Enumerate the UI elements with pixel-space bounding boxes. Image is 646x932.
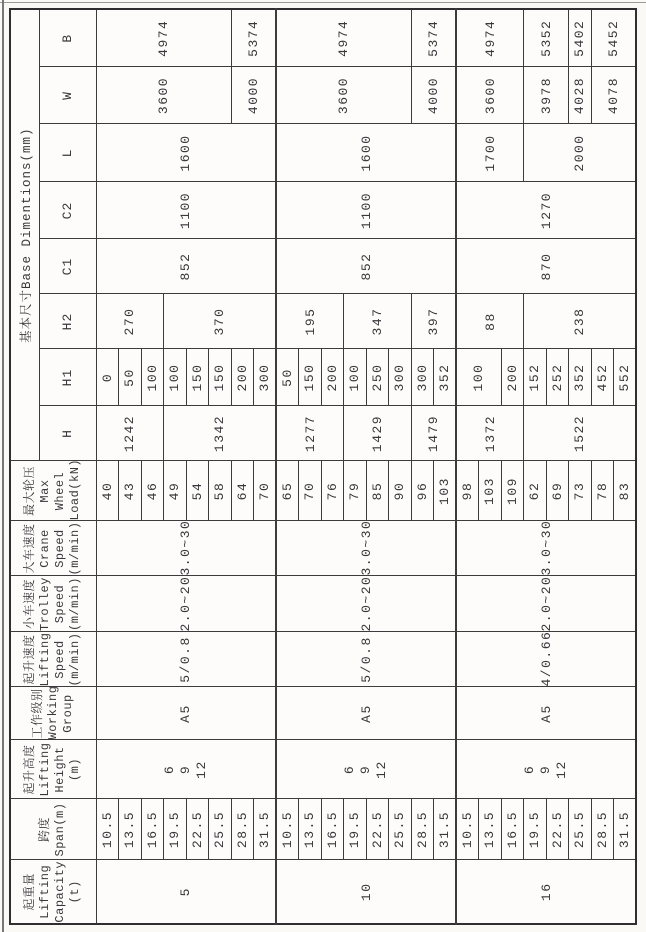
col-header-line: (m) [68, 757, 83, 782]
cell-work_group: A5 [96, 687, 276, 740]
cell-stack-line: 9 [538, 764, 553, 775]
cell-span: 25.5 [389, 799, 412, 860]
base-dimensions-header: 基本尺寸Base Dimentions(mm) [10, 9, 39, 461]
dim-col-header-C2: C2 [39, 182, 96, 239]
col-header-height [10, 740, 96, 799]
col-header-line: Trolley [38, 577, 53, 631]
cell-work_group: A5 [276, 687, 456, 740]
col-header-line: (t) [68, 880, 83, 904]
cell-H1: 252 [546, 349, 569, 406]
cell-H1: 100 [344, 349, 367, 406]
cell-H1: 352 [434, 349, 457, 406]
cell-max_wheel_load: 90 [389, 461, 412, 521]
cell-W: 3600 [276, 67, 411, 124]
col-header-line: 大车速度 [23, 523, 38, 574]
cell-H2: 270 [96, 294, 164, 349]
cell-H1: 100 [456, 349, 501, 406]
cell-capacity: 16 [456, 860, 636, 924]
col-header-line: Working [45, 685, 60, 740]
cell-H2: 88 [456, 294, 524, 349]
cell-L: 1700 [456, 124, 524, 182]
cell-max_wheel_load: 49 [164, 461, 187, 521]
cell-C2: 1100 [276, 182, 456, 239]
dim-col-header-C1: C1 [39, 239, 96, 294]
col-header-max_wheel_load [10, 458, 96, 521]
cell-max_wheel_load: 73 [569, 461, 592, 521]
col-header-lifting_speed [10, 632, 96, 687]
cell-H1: 300 [389, 349, 412, 406]
cell-span: 22.5 [186, 799, 209, 860]
page-edge-left-line [2, 0, 4, 932]
col-header-line: 起升高度 [23, 744, 38, 795]
cell-H1: 100 [141, 349, 164, 406]
cell-max_wheel_load: 103 [479, 461, 502, 521]
cell-B: 5352 [524, 9, 569, 67]
col-header-line: 起升速度 [23, 634, 38, 685]
cell-H1: 452 [591, 349, 614, 406]
cell-max_wheel_load: 69 [546, 461, 569, 521]
col-header-work_group [10, 687, 96, 740]
cell-H: 1479 [411, 406, 456, 461]
cell-H2: 370 [164, 294, 277, 349]
cell-span: 10.5 [96, 799, 119, 860]
cell-H1: 150 [186, 349, 209, 406]
cell-W: 3600 [96, 67, 231, 124]
cell-height [456, 740, 636, 799]
cell-span: 10.5 [456, 799, 479, 860]
col-header-line: 跨度 [38, 817, 53, 843]
col-header-line: Height [53, 746, 68, 793]
cell-max_wheel_load: 98 [456, 461, 479, 521]
col-header-line: Crane [38, 529, 53, 568]
cell-C1: 852 [96, 239, 276, 294]
cell-span: 25.5 [209, 799, 232, 860]
cell-C2: 1270 [456, 182, 636, 239]
cell-H1: 150 [209, 349, 232, 406]
cell-span: 22.5 [366, 799, 389, 860]
col-header-line: Speed [53, 584, 68, 624]
cell-max_wheel_load: 83 [614, 461, 637, 521]
cell-H1: 150 [299, 349, 322, 406]
cell-stack-line: 12 [554, 760, 569, 779]
cell-trolley_speed: 2.0~20 [456, 576, 636, 632]
cell-crane_speed: 3.0~30 [276, 521, 456, 576]
cell-max_wheel_load: 46 [141, 461, 164, 521]
cell-L: 2000 [524, 124, 637, 182]
cell-max_wheel_load: 70 [299, 461, 322, 521]
cell-B: 5452 [591, 9, 636, 67]
cell-max_wheel_load: 76 [321, 461, 344, 521]
cell-H2: 347 [344, 294, 412, 349]
cell-B: 5374 [411, 9, 456, 67]
table-row [96, 9, 119, 924]
cell-capacity: 10 [276, 860, 456, 924]
cell-lifting_speed: 5/0.8 [276, 632, 456, 687]
cell-span: 16.5 [141, 799, 164, 860]
cell-span: 19.5 [164, 799, 187, 860]
cell-H: 1342 [164, 406, 277, 461]
cell-H1: 0 [96, 349, 119, 406]
dim-col-header-H: H [39, 406, 96, 461]
cell-H1: 250 [366, 349, 389, 406]
cell-max_wheel_load: 109 [501, 461, 524, 521]
cell-B: 5402 [569, 9, 592, 67]
cell-trolley_speed: 2.0~20 [96, 576, 276, 632]
cell-crane_speed: 3.0~30 [456, 521, 636, 576]
cell-H: 1522 [524, 406, 637, 461]
dim-col-header-W: W [39, 67, 96, 124]
cell-lifting_speed: 5/0.8 [96, 632, 276, 687]
cell-span: 19.5 [344, 799, 367, 860]
cell-lifting_speed: 4/0.66 [456, 632, 636, 687]
cell-span: 31.5 [254, 799, 277, 860]
cell-H1: 200 [321, 349, 344, 406]
cell-span: 25.5 [569, 799, 592, 860]
crane-specification-table [9, 8, 637, 925]
col-header-line: (m/min) [68, 521, 83, 576]
cell-span: 22.5 [546, 799, 569, 860]
col-header-line: Lifting [38, 742, 53, 797]
cell-stack-line: 9 [358, 764, 373, 775]
cell-max_wheel_load: 70 [254, 461, 277, 521]
page-edge-top-line [0, 2, 646, 3]
col-header-line: 起重量 [23, 873, 38, 911]
cell-H2: 238 [524, 294, 637, 349]
col-header-line: Wheel [53, 471, 68, 511]
cell-B: 4974 [96, 9, 231, 67]
cell-span: 19.5 [524, 799, 547, 860]
cell-trolley_speed: 2.0~20 [276, 576, 456, 632]
dim-col-header-H2: H2 [39, 294, 96, 349]
cell-W: 4000 [411, 67, 456, 124]
cell-H1: 50 [276, 349, 299, 406]
col-header-crane_speed [10, 521, 96, 576]
cell-stack-line: 12 [193, 760, 209, 779]
cell-span: 13.5 [119, 799, 142, 860]
cell-C1: 852 [276, 239, 456, 294]
cell-H2: 397 [411, 294, 456, 349]
col-header-line: Speed [53, 640, 68, 679]
cell-work_group: A5 [456, 687, 636, 740]
cell-L: 1600 [96, 124, 276, 182]
cell-W: 3600 [456, 67, 524, 124]
cell-span: 28.5 [231, 799, 254, 860]
cell-max_wheel_load: 64 [231, 461, 254, 521]
cell-H1: 300 [411, 349, 434, 406]
cell-B: 5374 [231, 9, 276, 67]
cell-H1: 200 [501, 349, 524, 406]
col-header-capacity [10, 860, 96, 924]
cell-span: 16.5 [321, 799, 344, 860]
dim-col-header-L: L [39, 124, 96, 182]
rotated-table-container [9, 10, 635, 925]
cell-H1: 50 [119, 349, 142, 406]
cell-height [96, 740, 276, 799]
cell-span: 28.5 [411, 799, 434, 860]
cell-C2: 1100 [96, 182, 276, 239]
cell-H1: 100 [164, 349, 187, 406]
col-header-trolley_speed [10, 576, 96, 632]
col-header-span [10, 799, 96, 860]
col-header-line: Load(kN) [68, 458, 83, 521]
cell-stack-line: 12 [374, 760, 389, 779]
col-header-line: (m/min) [68, 577, 83, 631]
table-row [456, 9, 479, 924]
cell-max_wheel_load: 62 [524, 461, 547, 521]
table-row [276, 9, 299, 924]
cell-span: 31.5 [614, 799, 637, 860]
cell-max_wheel_load: 79 [344, 461, 367, 521]
cell-span: 10.5 [276, 799, 299, 860]
dim-col-header-B: B [39, 9, 96, 67]
cell-W: 4078 [591, 67, 636, 124]
cell-stack-line: 6 [522, 764, 537, 775]
cell-H: 1429 [344, 406, 412, 461]
cell-stack-line: 6 [342, 764, 357, 775]
cell-H: 1372 [456, 406, 524, 461]
cell-C1: 870 [456, 239, 636, 294]
cell-max_wheel_load: 96 [411, 461, 434, 521]
cell-capacity: 5 [96, 860, 276, 924]
cell-H1: 300 [254, 349, 277, 406]
cell-max_wheel_load: 78 [591, 461, 614, 521]
cell-H2: 195 [276, 294, 344, 349]
cell-span: 16.5 [501, 799, 524, 860]
col-header-line: Span(m) [53, 802, 68, 857]
dim-col-header-H1: H1 [39, 349, 96, 406]
cell-span: 28.5 [591, 799, 614, 860]
cell-stack-line: 9 [177, 764, 193, 775]
cell-max_wheel_load: 65 [276, 461, 299, 521]
col-header-line: Group [60, 694, 75, 733]
cell-H1: 552 [614, 349, 637, 406]
col-header-line: Lifting [38, 864, 53, 919]
cell-max_wheel_load: 43 [119, 461, 142, 521]
cell-W: 4028 [569, 67, 592, 124]
cell-L: 1600 [276, 124, 456, 182]
col-header-line: Max [38, 479, 53, 503]
col-header-line: 最大轮压 [23, 466, 38, 517]
cell-max_wheel_load: 54 [186, 461, 209, 521]
cell-max_wheel_load: 103 [434, 461, 457, 521]
cell-H1: 200 [231, 349, 254, 406]
col-header-line: Speed [53, 529, 68, 568]
cell-crane_speed: 3.0~30 [96, 521, 276, 576]
cell-max_wheel_load: 40 [96, 461, 119, 521]
cell-B: 4974 [276, 9, 411, 67]
cell-H1: 352 [569, 349, 592, 406]
cell-height [276, 740, 456, 799]
cell-span: 31.5 [434, 799, 457, 860]
col-header-line: 小车速度 [23, 579, 38, 630]
cell-H: 1277 [276, 406, 344, 461]
cell-W: 3978 [524, 67, 569, 124]
col-header-line: Capacity [53, 860, 68, 923]
cell-H: 1242 [96, 406, 164, 461]
cell-B: 4974 [456, 9, 524, 67]
cell-H1: 152 [524, 349, 547, 406]
cell-max_wheel_load: 85 [366, 461, 389, 521]
cell-span: 13.5 [299, 799, 322, 860]
cell-span: 13.5 [479, 799, 502, 860]
col-header-line: 工作级别 [30, 688, 45, 739]
col-header-line: Lifting [38, 632, 53, 687]
cell-max_wheel_load: 58 [209, 461, 232, 521]
cell-W: 4000 [231, 67, 276, 124]
cell-stack-line: 6 [161, 764, 177, 775]
col-header-line: (m/min) [68, 632, 83, 687]
